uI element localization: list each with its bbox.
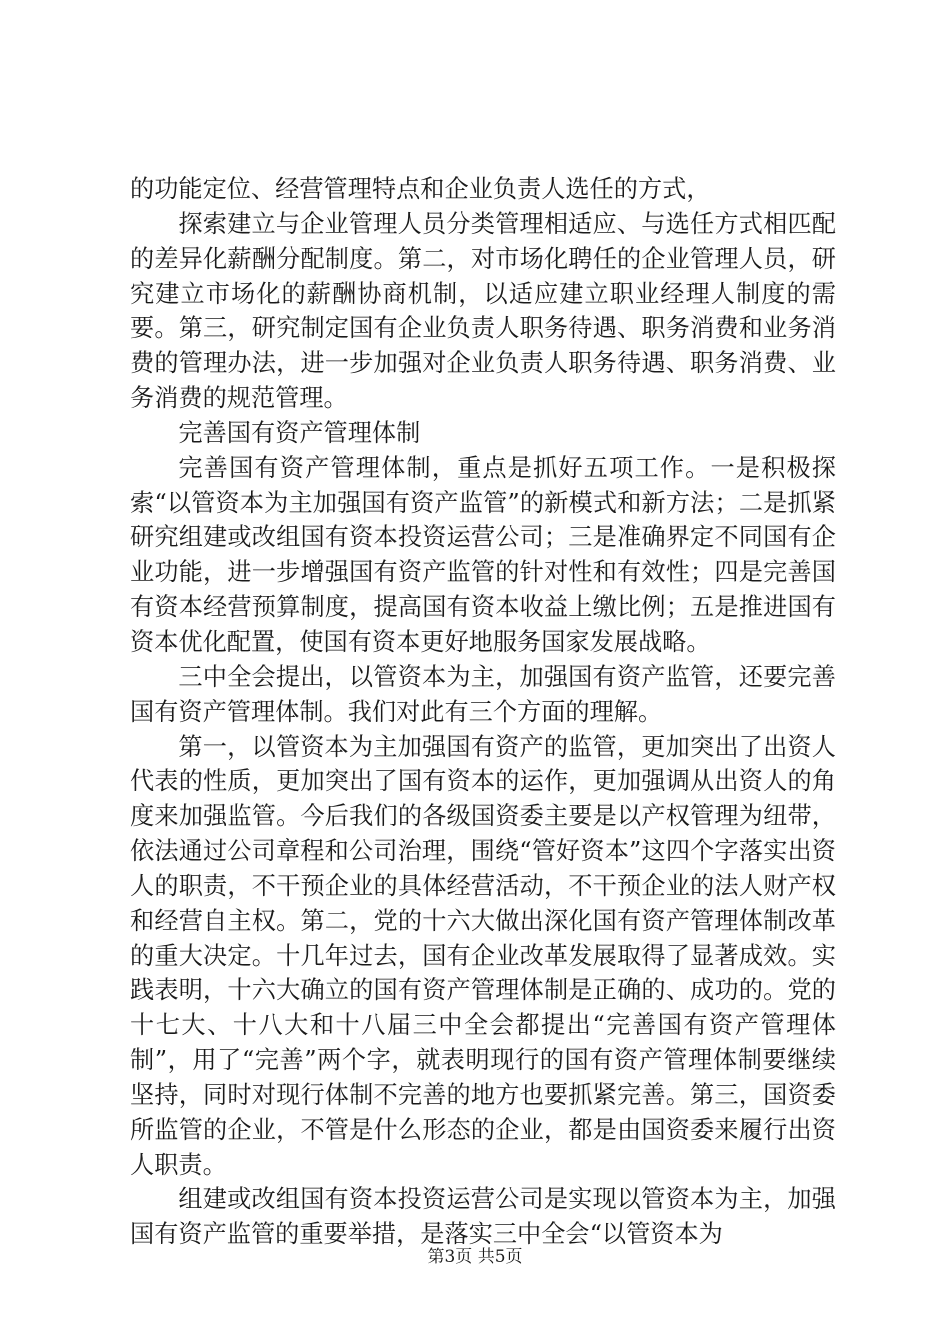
paragraph-investment-companies: 组建或改组国有资本投资运营公司是实现以管资本为主，加强国有资产监管的重要举措，是落实三中全会“以管资本为 [130, 1185, 836, 1249]
paragraph-salary-system: 探索建立与企业管理人员分类管理相适应、与选任方式相匹配的差异化薪酬分配制度。第二，对市场化聘任的企业管理人员，研究建立市场化的薪酬协商机制，以适应建立职业经理人制度的需要。第三，研究制定国有企业负责人职务待遇、职务消费和业务消费的管理办法，进一步加强对企业负责人职务待遇、职务消费、业务消费的规范管理。 [130, 209, 836, 413]
paragraph-third-plenum: 三中全会提出，以管资本为主，加强国有资产监管，还要完善国有资产管理体制。我们对此有三个方面的理解。 [130, 662, 836, 726]
paragraph-five-tasks: 完善国有资产管理体制，重点是抓好五项工作。一是积极探索“以管资本为主加强国有资产监管”的新模式和新方法；二是抓紧研究组建或改组国有资本投资运营公司；三是准确界定不同国有企业功能，进一步增强国有资产监管的针对性和有效性；四是完善国有资本经营预算制度，提高国有资本收益上缴比例；五是推进国有资本优化配置，使国有资本更好地服务国家发展战略。 [130, 453, 836, 656]
page-number-footer: 第3页 共5页 [427, 1247, 523, 1267]
document-body [130, 172, 836, 1252]
section-heading: 完善国有资产管理体制 [178, 418, 421, 447]
paragraph-continuation: 的功能定位、经营管理特点和企业负责人选任的方式， [130, 175, 711, 203]
paragraph-three-understandings: 第一，以管资本为主加强国有资产的监管，更加突出了出资人代表的性质，更加突出了国有资本的运作，更加强调从出资人的角度来加强监管。今后我们的各级国资委主要是以产权管理为纽带，依法通过公司章程和公司治理，围绕“管好资本”这四个字落实出资人的职责，不干预企业的具体经营活动，不干预企业的法人财产权和经营自主权。第二，党的十六大做出深化国有资产管理体制改革的重大决定。十几年过去，国有企业改革发展取得了显著成效。实践表明，十六大确立的国有资产管理体制是正确的、成功的。党的十七大、十八大和十八届三中全会都提出“完善国有资产管理体制”，用了“完善”两个字，就表明现行的国有资产管理体制要继续坚持，同时对现行体制不完善的地方也要抓紧完善。第三，国资委所监管的企业，不管是什么形态的企业，都是由国资委来履行出资人职责。 [130, 732, 836, 1179]
